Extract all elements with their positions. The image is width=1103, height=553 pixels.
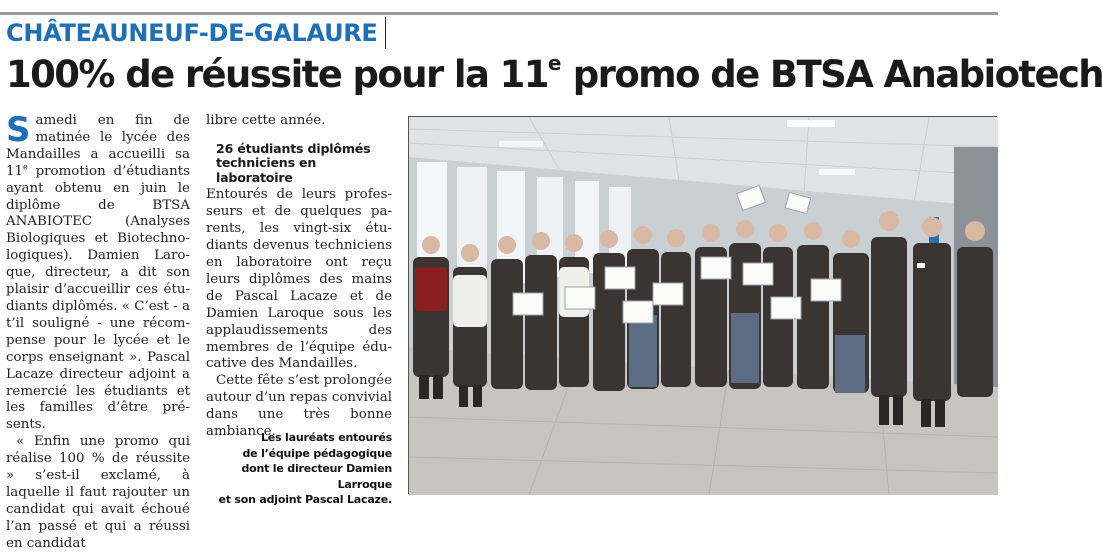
article-column-2	[206, 113, 392, 441]
paragraph-quote: « Enfin une promo qui réalise 100 % de réussite » s’est-il exclamé, à laquelle il faut rajouter un candidat qui avait échoué l’an passé et qui a réussi en candidat	[6, 434, 190, 552]
paragraph-ceremony: Entourés de leurs professeurs et de quelques parents, les vingt-six étudiants devenus techniciens en laboratoire ont reçu leurs diplômes des mains de Pascal Lacaze et de Damien Laroque sous les applaudissements des membres de l’équipe éducative des Mandailles.	[206, 187, 392, 373]
article-column-1	[6, 113, 190, 553]
photo-caption	[206, 430, 392, 508]
section-kicker: CHÂTEAUNEUF-DE-GALAURE	[6, 17, 386, 49]
top-rule	[0, 12, 998, 15]
ceiling-light	[499, 141, 543, 147]
paragraph-intro-superscript: e	[23, 162, 28, 171]
paragraph-intro-text-b: promotion d’étudiants ayant obtenu en juin le diplôme de BTSA ANABIOTEC (Analyses Biologiques et Biotechnologiques). Damien Laroque, directeur, a dit son plaisir d’accueillir ces étudiants diplômés. « C’est - a t’il souligné - une récompense pour le lycée et le corps enseignant ». Pascal Lacaze directeur adjoint a remercié les étudiants et les familles d’être présents.	[6, 164, 190, 433]
headline-part-2: promo de BTSA Anabiotech	[562, 53, 1103, 96]
headline-superscript: e	[548, 51, 562, 75]
caption-line-4: et son adjoint Pascal Lacaze.	[206, 492, 392, 508]
subheading: 26 étudiants diplômés techniciens en laboratoire	[216, 142, 392, 186]
caption-line-2: de l’équipe pédagogique	[206, 446, 392, 462]
ceiling-light	[787, 120, 835, 127]
photo-name-badge	[917, 263, 925, 268]
paragraph-continuation: libre cette année.	[206, 113, 392, 130]
group-photo	[408, 116, 997, 494]
paragraph-intro-text-a: amedi en fin de matinée le lycée des Mandailles a accueilli sa 11	[6, 113, 190, 179]
headline-part-1: 100% de réussite pour la 11	[6, 53, 548, 96]
caption-line-3: dont le directeur Damien Larroque	[206, 461, 392, 492]
paragraph-intro	[6, 113, 190, 434]
caption-line-1: Les lauréats entourés	[206, 430, 392, 446]
ceiling-light	[819, 169, 855, 175]
group-photo-illustration	[409, 117, 998, 495]
paragraph-party: Cette fête s’est prolongée autour d’un repas convivial dans une très bonne ambiance.	[206, 373, 392, 441]
headline	[6, 52, 998, 98]
drop-cap: S	[6, 115, 31, 145]
